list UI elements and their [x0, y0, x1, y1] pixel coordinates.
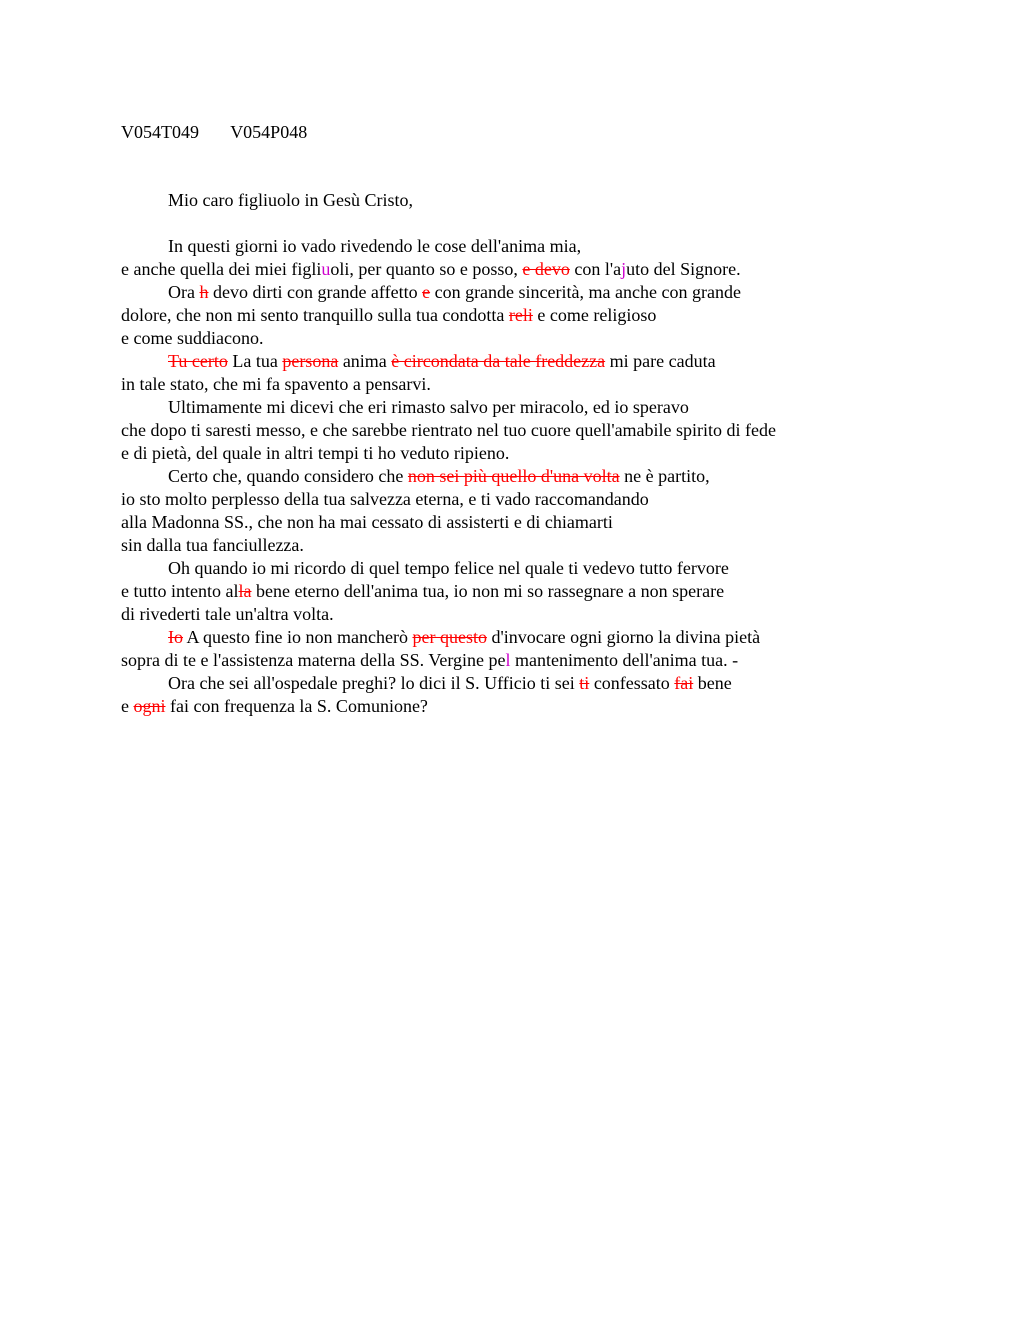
- deleted-text: per questo: [412, 627, 487, 647]
- text-line: [121, 327, 941, 350]
- text-segment: Oh quando io mi ricordo di quel tempo felice nel quale ti vedevo tutto fervore: [168, 558, 729, 578]
- text-line: [121, 603, 941, 626]
- text-segment: sopra di te e l'assistenza materna della SS. Vergine pe: [121, 650, 506, 670]
- letter-body: [121, 235, 941, 718]
- inserted-text: l: [505, 650, 511, 670]
- text-segment: di rivederti tale un'altra volta.: [121, 604, 334, 624]
- text-segment: dolore, che non mi sento tranquillo sulla tua condotta: [121, 305, 509, 325]
- text-line: [121, 258, 941, 281]
- text-segment: bene: [693, 673, 732, 693]
- text-line: [121, 373, 941, 396]
- deleted-text: non sei più quello d'una volta: [407, 466, 620, 486]
- deleted-text: la: [238, 581, 252, 601]
- text-segment: sin dalla tua fanciullezza.: [121, 535, 304, 555]
- text-line: [121, 442, 941, 465]
- text-line: [121, 304, 941, 327]
- text-line: [121, 235, 941, 258]
- text-segment: devo dirti con grande affetto: [208, 282, 423, 302]
- text-line: [121, 626, 941, 649]
- text-segment: con grande sincerità, ma anche con grande: [430, 282, 741, 302]
- text-segment: Ora: [168, 282, 200, 302]
- deleted-text: fai: [674, 673, 694, 693]
- text-segment: e tutto intento al: [121, 581, 239, 601]
- text-line: [121, 557, 941, 580]
- text-line: [121, 649, 941, 672]
- text-segment: e di pietà, del quale in altri tempi ti ho veduto ripieno.: [121, 443, 510, 463]
- text-line: [121, 672, 941, 695]
- text-segment: anima: [338, 351, 392, 371]
- text-segment: in tale stato, che mi fa spavento a pensarvi.: [121, 374, 431, 394]
- text-segment: e anche quella dei miei figli: [121, 259, 322, 279]
- text-segment: d'invocare ogni giorno la divina pietà: [486, 627, 761, 647]
- text-segment: e: [121, 696, 134, 716]
- text-segment: che dopo ti saresti messo, e che sarebbe rientrato nel tuo cuore quell'amabile spirito di fede: [121, 420, 777, 440]
- deleted-text: h: [199, 282, 209, 302]
- text-segment: Certo che, quando considero che: [168, 466, 408, 486]
- text-line: [121, 534, 941, 557]
- text-line: [121, 419, 941, 442]
- deleted-text: Tu certo: [168, 351, 228, 371]
- text-segment: con l'a: [569, 259, 622, 279]
- text-segment: mi pare caduta: [605, 351, 716, 371]
- deleted-text: ti: [579, 673, 590, 693]
- deleted-text: Io: [168, 627, 183, 647]
- text-line: [121, 350, 941, 373]
- text-segment: uto del Signore.: [626, 259, 741, 279]
- text-segment: io sto molto perplesso della tua salvezza eterna, e ti vado raccomandando: [121, 489, 649, 509]
- deleted-text: e: [422, 282, 431, 302]
- text-segment: La tua: [227, 351, 283, 371]
- text-line: [121, 465, 941, 488]
- text-line: [121, 488, 941, 511]
- text-line: [121, 580, 941, 603]
- text-segment: e come suddiacono.: [121, 328, 264, 348]
- text-segment: Ora che sei all'ospedale preghi? lo dici il S. Ufficio ti sei: [168, 673, 580, 693]
- inserted-text: u: [321, 259, 331, 279]
- text-segment: bene eterno dell'anima tua, io non mi so rassegnare a non sperare: [251, 581, 725, 601]
- text-segment: A questo fine io non mancherò: [183, 627, 413, 647]
- salutation: Mio caro figliuolo in Gesù Cristo,: [168, 190, 413, 210]
- document-header: [121, 121, 941, 144]
- deleted-text: persona: [282, 351, 339, 371]
- header-code-2: V054P048: [230, 122, 308, 142]
- text-segment: Ultimamente mi dicevi che eri rimasto salvo per miracolo, ed io speravo: [168, 397, 689, 417]
- deleted-text: ogni: [133, 696, 166, 716]
- text-segment: confessato: [589, 673, 675, 693]
- text-line: [121, 396, 941, 419]
- deleted-text: e devo: [522, 259, 570, 279]
- text-segment: oli, per quanto so e posso,: [330, 259, 523, 279]
- header-code-1: V054T049: [121, 122, 199, 142]
- letter-document: [121, 121, 941, 718]
- text-line: [121, 511, 941, 534]
- deleted-text: è circondata da tale freddezza: [391, 351, 606, 371]
- inserted-text: j: [621, 259, 627, 279]
- text-line: [121, 695, 941, 718]
- text-segment: In questi giorni io vado rivedendo le cose dell'anima mia,: [168, 236, 582, 256]
- text-segment: ne è partito,: [619, 466, 710, 486]
- text-segment: mantenimento dell'anima tua. -: [510, 650, 739, 670]
- text-segment: alla Madonna SS., che non ha mai cessato di assisterti e di chiamarti: [121, 512, 613, 532]
- text-segment: fai con frequenza la S. Comunione?: [165, 696, 428, 716]
- text-line: [121, 281, 941, 304]
- text-segment: e come religioso: [532, 305, 657, 325]
- deleted-text: reli: [508, 305, 533, 325]
